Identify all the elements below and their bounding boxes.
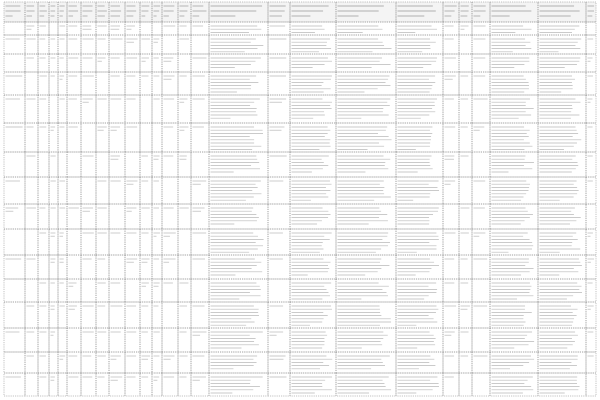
table-cell [81, 54, 96, 72]
table-cell [472, 54, 490, 72]
table-cell [109, 72, 125, 95]
table-cell [336, 22, 396, 35]
table-cell [58, 54, 67, 72]
table-cell [96, 328, 109, 352]
table-cell [96, 54, 109, 72]
table-cell [96, 373, 109, 396]
table-cell [336, 279, 396, 302]
table-cell [538, 72, 586, 95]
table-cell [191, 54, 209, 72]
table-cell [58, 279, 67, 302]
table-cell [81, 279, 96, 302]
table-cell [140, 255, 152, 279]
table-cell [125, 22, 140, 35]
table-cell [191, 72, 209, 95]
table-cell [81, 352, 96, 373]
table-cell [162, 328, 178, 352]
table-cell [49, 328, 58, 352]
table-cell [109, 204, 125, 229]
table-cell [81, 255, 96, 279]
table-cell [396, 54, 443, 72]
table-cell [152, 352, 162, 373]
table-cell [336, 72, 396, 95]
table-cell [81, 72, 96, 95]
table-cell [67, 328, 81, 352]
table-cell [4, 152, 25, 177]
table-cell [96, 255, 109, 279]
table-cell [162, 373, 178, 396]
table-cell [58, 373, 67, 396]
table-cell [490, 35, 538, 54]
table-cell [38, 152, 49, 177]
table-cell [109, 22, 125, 35]
table-cell [140, 72, 152, 95]
table-cell [140, 352, 152, 373]
table-cell [25, 373, 38, 396]
table-cell [38, 35, 49, 54]
table-cell [125, 279, 140, 302]
table-cell [58, 72, 67, 95]
table-cell [4, 54, 25, 72]
table-cell [490, 255, 538, 279]
table-cell [290, 54, 336, 72]
table-cell [49, 72, 58, 95]
table-cell [109, 352, 125, 373]
table-cell [336, 328, 396, 352]
table-cell [443, 54, 459, 72]
table-cell [49, 352, 58, 373]
table-cell [25, 352, 38, 373]
table-cell [459, 279, 472, 302]
table-cell [490, 72, 538, 95]
table-cell [178, 352, 191, 373]
table-cell [472, 255, 490, 279]
table-cell [162, 22, 178, 35]
table-cell [109, 54, 125, 72]
table-cell [67, 54, 81, 72]
table-cell [459, 54, 472, 72]
table-cell [209, 22, 268, 35]
table-cell [178, 72, 191, 95]
table-cell [25, 35, 38, 54]
table-cell [38, 54, 49, 72]
table-cell [490, 373, 538, 396]
table-cell [336, 255, 396, 279]
table-cell [268, 72, 290, 95]
table-cell [96, 35, 109, 54]
table-cell [268, 54, 290, 72]
table-cell [396, 328, 443, 352]
table-cell [152, 328, 162, 352]
table-cell [209, 373, 268, 396]
table-cell [443, 255, 459, 279]
table-cell [140, 35, 152, 54]
table-cell [49, 95, 58, 123]
table-cell [268, 22, 290, 35]
table-cell [290, 279, 336, 302]
table-cell [96, 72, 109, 95]
table-cell [268, 255, 290, 279]
table-cell [178, 328, 191, 352]
table-cell [538, 328, 586, 352]
table-cell [336, 54, 396, 72]
table-cell [472, 328, 490, 352]
table-cell [4, 22, 25, 35]
table-cell [125, 352, 140, 373]
table-cell [162, 255, 178, 279]
table-cell [81, 177, 96, 204]
table-cell [140, 328, 152, 352]
table-cell [49, 35, 58, 54]
table-cell [396, 373, 443, 396]
table-cell [140, 123, 152, 152]
table-cell [38, 352, 49, 373]
table-cell [4, 229, 25, 255]
table-cell [125, 255, 140, 279]
table-cell [396, 22, 443, 35]
table-cell [586, 22, 596, 35]
table-cell [586, 72, 596, 95]
table-cell [4, 35, 25, 54]
table-cell [58, 255, 67, 279]
table-cell [162, 72, 178, 95]
table-cell [472, 35, 490, 54]
table-cell [538, 279, 586, 302]
table-cell [140, 373, 152, 396]
table-cell [290, 72, 336, 95]
table-cell [443, 352, 459, 373]
table-cell [162, 279, 178, 302]
table-cell [396, 72, 443, 95]
table-cell [49, 22, 58, 35]
table-cell [178, 177, 191, 204]
table-cell [49, 255, 58, 279]
table-cell [109, 373, 125, 396]
table-cell [67, 152, 81, 177]
table-cell [459, 352, 472, 373]
table-cell [290, 255, 336, 279]
table-cell [490, 22, 538, 35]
table-cell [586, 204, 596, 229]
table-cell [140, 95, 152, 123]
table-cell [125, 54, 140, 72]
table-cell [209, 328, 268, 352]
table-cell [178, 229, 191, 255]
table-cell [140, 54, 152, 72]
table-cell [49, 279, 58, 302]
table-cell [586, 328, 596, 352]
table-cell [268, 204, 290, 229]
table-cell [67, 177, 81, 204]
table-cell [125, 152, 140, 177]
table-cell [268, 373, 290, 396]
table-cell [268, 328, 290, 352]
table-cell [67, 229, 81, 255]
table-cell [191, 22, 209, 35]
table-cell [152, 255, 162, 279]
table-cell [490, 328, 538, 352]
table-cell [538, 373, 586, 396]
table-cell [538, 35, 586, 54]
table-cell [538, 255, 586, 279]
table-cell [443, 35, 459, 54]
table-cell [96, 22, 109, 35]
table-cell [38, 22, 49, 35]
table-cell [268, 279, 290, 302]
table-cell [490, 54, 538, 72]
table-cell [178, 279, 191, 302]
table-cell [586, 35, 596, 54]
table-cell [191, 279, 209, 302]
table-cell [209, 35, 268, 54]
table-cell [81, 123, 96, 152]
table-cell [459, 328, 472, 352]
table-cell [586, 279, 596, 302]
table-cell [49, 54, 58, 72]
table-cell [25, 54, 38, 72]
table-cell [162, 302, 178, 328]
table-cell [586, 54, 596, 72]
table-cell [162, 54, 178, 72]
table-cell [472, 72, 490, 95]
table-cell [459, 35, 472, 54]
table-cell [67, 35, 81, 54]
table-cell [490, 279, 538, 302]
table-cell [290, 35, 336, 54]
table-cell [96, 352, 109, 373]
table-cell [162, 352, 178, 373]
table-cell [4, 279, 25, 302]
table-cell [472, 279, 490, 302]
table-cell [152, 54, 162, 72]
table-cell [459, 255, 472, 279]
table-cell [58, 328, 67, 352]
table-cell [209, 72, 268, 95]
table-cell [67, 373, 81, 396]
table-cell [152, 373, 162, 396]
table-cell [25, 328, 38, 352]
table-cell [209, 255, 268, 279]
table-cell [459, 177, 472, 204]
table-cell [538, 22, 586, 35]
table-cell [67, 352, 81, 373]
table-cell [209, 54, 268, 72]
table-cell [268, 352, 290, 373]
table-cell [290, 22, 336, 35]
table-cell [58, 35, 67, 54]
table-cell [38, 279, 49, 302]
table-cell [4, 328, 25, 352]
table-cell [586, 352, 596, 373]
table-cell [109, 279, 125, 302]
table-cell [178, 22, 191, 35]
table-cell [4, 255, 25, 279]
table-cell [4, 352, 25, 373]
table-cell [25, 279, 38, 302]
table-cell [459, 373, 472, 396]
table-cell [25, 229, 38, 255]
table-cell [58, 152, 67, 177]
table-cell [67, 279, 81, 302]
table-cell [586, 255, 596, 279]
table-cell [81, 35, 96, 54]
table-cell [178, 54, 191, 72]
table-cell [109, 255, 125, 279]
table-cell [191, 255, 209, 279]
table-cell [109, 328, 125, 352]
table-cell [152, 35, 162, 54]
table-cell [109, 35, 125, 54]
table-cell [67, 72, 81, 95]
table-cell [209, 279, 268, 302]
table-cell [178, 373, 191, 396]
table-cell [396, 35, 443, 54]
table-cell [152, 123, 162, 152]
table-cell [67, 22, 81, 35]
table-cell [25, 22, 38, 35]
table-cell [38, 255, 49, 279]
table-cell [152, 72, 162, 95]
table-cell [152, 279, 162, 302]
table-cell [4, 302, 25, 328]
table-cell [125, 373, 140, 396]
table-cell [81, 328, 96, 352]
table-cell [25, 255, 38, 279]
table-cell [125, 35, 140, 54]
table-cell [443, 279, 459, 302]
table-cell [268, 35, 290, 54]
table-cell [49, 373, 58, 396]
table-cell [538, 54, 586, 72]
table-cell [4, 72, 25, 95]
table-cell [443, 373, 459, 396]
table-cell [290, 328, 336, 352]
table-cell [38, 373, 49, 396]
table-cell [4, 373, 25, 396]
table-content [6, 6, 595, 393]
table-cell [472, 152, 490, 177]
table-cell [443, 72, 459, 95]
table-cell [140, 22, 152, 35]
table-cell [472, 373, 490, 396]
table-cell [96, 279, 109, 302]
table-cell [336, 373, 396, 396]
table-cell [191, 152, 209, 177]
table-cell [125, 72, 140, 95]
table-cell [290, 373, 336, 396]
table-cell [58, 22, 67, 35]
table-cell [178, 255, 191, 279]
table-cell [140, 279, 152, 302]
table-cell [178, 35, 191, 54]
table-cell [162, 35, 178, 54]
table-cell [586, 373, 596, 396]
table-cell [191, 328, 209, 352]
table-cell [96, 152, 109, 177]
table-cell [396, 255, 443, 279]
table-cell [38, 72, 49, 95]
table-cell [25, 72, 38, 95]
table-cell [191, 35, 209, 54]
table-cell [459, 72, 472, 95]
table-cell [443, 22, 459, 35]
table-cell [472, 352, 490, 373]
table-cell [67, 255, 81, 279]
table-cell [191, 352, 209, 373]
table-cell [472, 22, 490, 35]
table-cell [443, 328, 459, 352]
header-band [4, 2, 596, 22]
table-cell [191, 373, 209, 396]
table-cell [58, 352, 67, 373]
table-cell [152, 22, 162, 35]
table-cell [162, 177, 178, 204]
table-cell [81, 22, 96, 35]
table-cell [459, 22, 472, 35]
table-cell [443, 204, 459, 229]
table-cell [81, 373, 96, 396]
table-cell [396, 279, 443, 302]
table-cell [38, 328, 49, 352]
table-cell [336, 35, 396, 54]
table-cell [125, 328, 140, 352]
table-cell [25, 177, 38, 204]
table-cell [38, 177, 49, 204]
